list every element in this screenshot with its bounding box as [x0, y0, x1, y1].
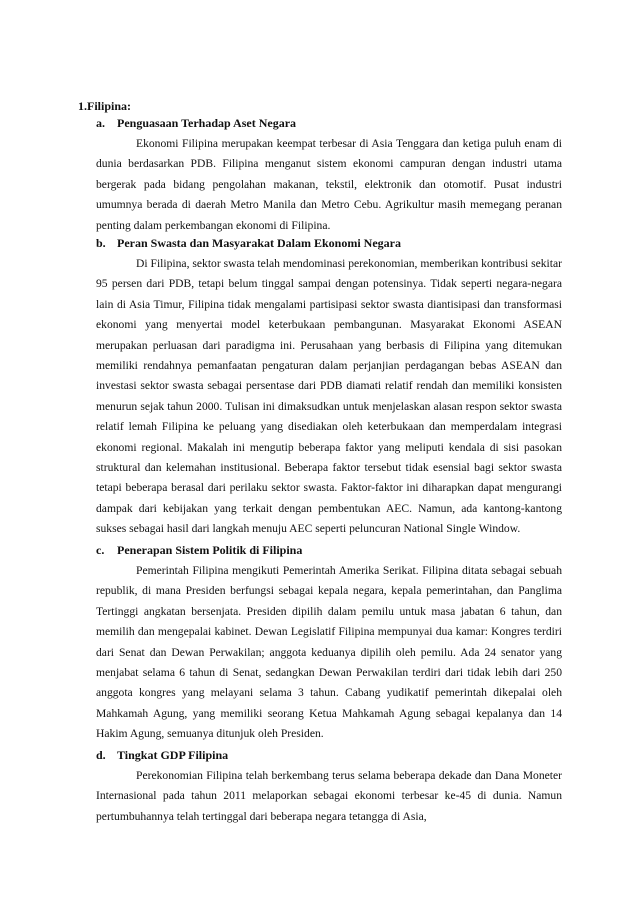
- section-paragraph: Pemerintah Filipina mengikuti Pemerintah Amerika Serikat. Filipina ditata sebagai sebuah republik, di mana Presiden berfungsi sebagai kepala negara, kepala pemerintahan, dan Panglima Tertinggi angkatan bersenjata. Presiden dipilih dalam pemilu untuk masa jabatan 6 tahun, dan memilih dan mengepalai kabinet. Dewan Legislatif Filipina mempunyai dua kamar: Kongres terdiri dari Senat dan Dewan Perwakilan; anggota keduanya dipilih oleh pemilu. Ada 24 senator yang menjabat selama 6 tahun di Senat, sedangkan Dewan Perwakilan terdiri dari tidak lebih dari 250 anggota kongres yang melayani selama 3 tahun. Cabang yudikatif pemerintah dikepalai oleh Mahkamah Agung, yang memiliki seorang Ketua Mahkamah Agung sebagai kepalanya dan 14 Hakim Agung, semuanya ditunjuk oleh Presiden.: [96, 564, 562, 741]
- section-paragraph: Ekonomi Filipina merupakan keempat terbesar di Asia Tenggara dan ketiga puluh enam di dunia berdasarkan PDB. Filipina menganut sistem ekonomi campuran dengan industri utama bergerak pada bidang pengolahan makanan, tekstil, elektronik dan otomotif. Pusat industri umumnya berada di daerah Metro Manila dan Metro Cebu. Agrikultur masih memegang peranan penting dalam perkembangan ekonomi di Filipina.: [96, 137, 562, 232]
- section-title: [96, 235, 562, 251]
- document-heading: 1.Filipina:: [78, 99, 132, 113]
- section-letter: b.: [96, 236, 106, 250]
- section-title: [96, 115, 562, 131]
- section-paragraph: Di Filipina, sektor swasta telah mendominasi perekonomian, memberikan kontribusi sekitar 95 persen dari PDB, tetapi belum tinggal sampai dengan potensinya. Tidak seperti negara-negara lain di Asia Timur, Filipina tidak mengalami partisipasi sektor swasta diantisipasi dan transformasi ekonomi yang menyertai model keterbukaan pembangunan. Masyarakat Ekonomi ASEAN merupakan perluasan dari paradigma ini. Perusahaan yang berbasis di Filipina yang ditemukan memiliki rendahnya pemanfaatan pengaturan dalam perjanjian perdagangan bebas ASEAN dan investasi sektor swasta sebagai persentase dari PDB diamati relatif rendah dan memiliki konsisten menurun sejak tahun 2000. Tulisan ini dimaksudkan untuk menjelaskan alasan respon sektor swasta relatif lemah Filipina ke peluang yang disediakan oleh keterbukaan dan memperdalam integrasi ekonomi regional. Makalah ini mengutip beberapa faktor yang meliputi kendala di sisi pasokan struktural dan kelemahan institusional. Beberapa faktor tersebut tidak esensial bagi sektor swasta tetapi beberapa berasal dari perilaku sektor swasta. Faktor-faktor ini diharapkan dapat mengurangi dampak dari kebijakan yang terkait dengan pembentukan AEC. Namun, ada kantong-kantong sukses sebagai hasil dari langkah menuju AEC seperti peluncuran National Single Window.: [96, 257, 562, 536]
- section-sistem-politik: [96, 542, 562, 745]
- section-penguasaan-aset: [96, 115, 562, 236]
- section-paragraph: Perekonomian Filipina telah berkembang terus selama beberapa dekade dan Dana Moneter Internasional pada tahun 2011 melaporkan sebagai ekonomi terbesar ke-45 di dunia. Namun pertumbuhannya telah tertinggal dari beberapa negara tetangga di Asia,: [96, 769, 562, 823]
- section-title-text: Penguasaan Terhadap Aset Negara: [117, 116, 297, 130]
- section-title-text: Peran Swasta dan Masyarakat Dalam Ekonomi Negara: [117, 236, 401, 250]
- section-title-text: Tingkat GDP Filipina: [117, 748, 229, 762]
- section-tingkat-gdp: [96, 747, 562, 827]
- section-letter: d.: [96, 748, 106, 762]
- section-peran-swasta: [96, 235, 562, 540]
- section-letter: c.: [96, 543, 105, 557]
- section-letter: a.: [96, 116, 105, 130]
- section-title-text: Penerapan Sistem Politik di Filipina: [117, 543, 303, 557]
- section-title: [96, 747, 562, 763]
- section-title: [96, 542, 562, 558]
